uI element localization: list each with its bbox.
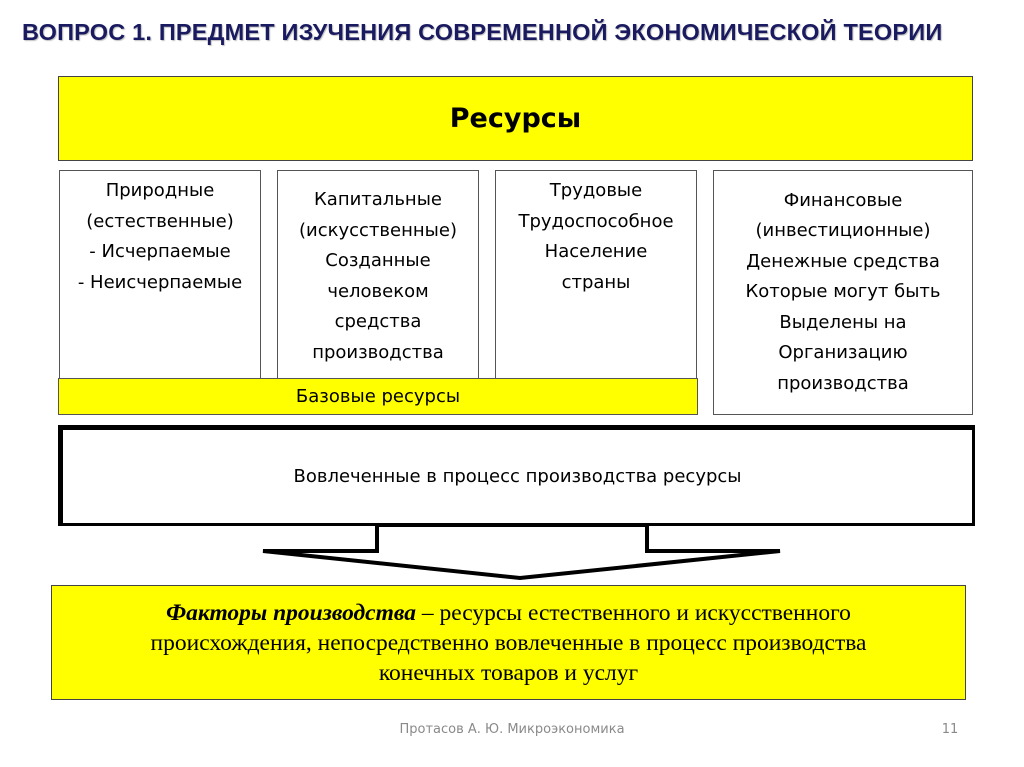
capital-line: производства <box>312 341 444 363</box>
footer-author: Протасов А. Ю. Микроэкономика <box>399 722 625 737</box>
natural-line: - Исчерпаемые <box>89 241 231 262</box>
capital-line: Созданные <box>325 250 431 271</box>
capital-line: Капитальные <box>314 189 442 210</box>
base-resources-bar: Базовые ресурсы <box>58 378 698 415</box>
natural-line: - Неисчерпаемые <box>77 271 243 293</box>
capital-line: средства <box>334 311 422 332</box>
page-number: 11 <box>941 722 959 737</box>
natural-line: Природные <box>105 180 215 201</box>
definition-line-3: конечных товаров и услуг <box>378 659 639 686</box>
definition-term: Факторы производства <box>166 599 416 626</box>
financial-line: Которые могут быть <box>745 281 941 303</box>
definition-line-2: происхождения, непосредственно вовлеченные в процесс производства <box>150 629 867 656</box>
definition-box <box>51 585 966 700</box>
financial-line: Организацию <box>778 342 908 364</box>
capital-resources-box <box>277 170 479 380</box>
labor-resources-box <box>495 170 697 380</box>
involved-resources-box: Вовлеченные в процесс производства ресурсы <box>58 425 975 526</box>
down-arrow-icon <box>262 520 782 582</box>
definition-line-1 <box>166 598 851 628</box>
labor-line: страны <box>561 271 631 293</box>
financial-line: (инвестиционные) <box>755 220 931 242</box>
slide-title: ВОПРОС 1. ПРЕДМЕТ ИЗУЧЕНИЯ СОВРЕМЕННОЙ ЭКОНОМИЧЕСКОЙ ТЕОРИИ <box>22 19 943 45</box>
financial-line: производства <box>777 372 909 394</box>
labor-line: Население <box>544 241 648 262</box>
labor-line: Трудовые <box>549 180 643 201</box>
resources-header: Ресурсы <box>58 76 973 161</box>
financial-line: Финансовые <box>783 189 903 211</box>
down-arrow-shape <box>263 525 780 578</box>
natural-line: (естественные) <box>86 210 234 232</box>
financial-line: Выделены на <box>779 311 907 333</box>
financial-resources-box <box>713 170 973 415</box>
financial-line: Денежные средства <box>746 250 940 272</box>
labor-line: Трудоспособное <box>518 210 674 232</box>
natural-resources-box <box>59 170 261 380</box>
capital-line: (искусственные) <box>299 219 457 241</box>
definition-text: – ресурсы естественного и искусственного <box>415 599 851 626</box>
capital-line: человеком <box>327 280 429 302</box>
